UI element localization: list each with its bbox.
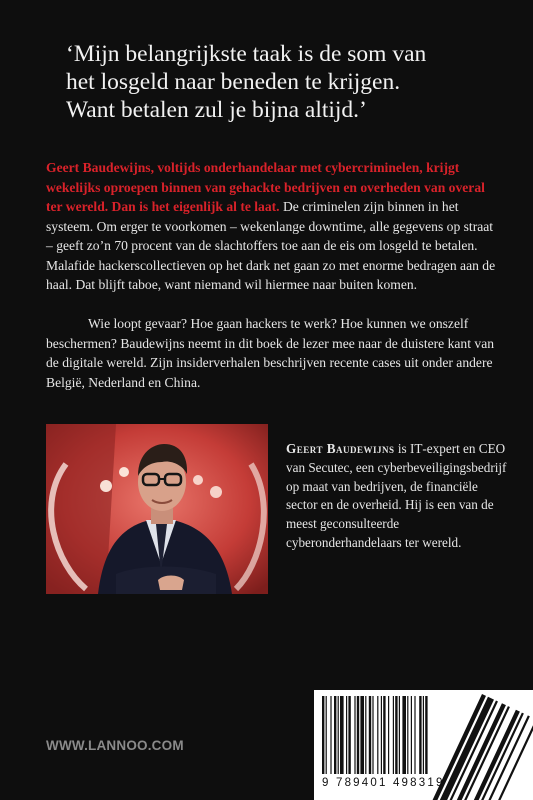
publisher-url[interactable]: WWW.LANNOO.COM — [46, 738, 184, 753]
intro-highlight: Geert Baudewijns, voltijds onderhandelaar met cybercriminelen, krijgt wekelijks oproepen binnen van gehackte bedrijven en overheden van overal ter wereld. Dan is het eigenlijk al te laat. — [46, 160, 485, 214]
barcode-bar — [346, 696, 347, 774]
quote-line-2: het losgeld naar beneden te krijgen. — [66, 69, 401, 95]
barcode-bar — [348, 696, 350, 774]
barcode-bar — [369, 696, 371, 774]
bio-text-1: is — [394, 441, 410, 456]
intro-body: De criminelen zijn binnen in het systeem. Om erger te voorkomen – wekenlange downtime, alle gegevens op straat – geeft zo’n 70 procent van de slachtoffers toe aan de eis om losgeld te betalen. Malafide hackerscollectieven op het dark net gaan zo met enorme bedragen aan de haal. Dat blijft taboe, want niemand wil hiermee naar buiten komen. — [46, 199, 496, 292]
barcode-bar — [407, 696, 408, 774]
barcode-bar — [399, 696, 400, 774]
barcode-bar — [388, 696, 389, 774]
intro-paragraph — [46, 158, 498, 295]
barcode-bar — [365, 696, 366, 774]
barcode-bar — [414, 696, 415, 774]
barcode-bar — [334, 696, 336, 774]
barcode-bar — [381, 696, 382, 774]
author-photo — [46, 424, 268, 594]
barcode-bar — [338, 696, 339, 774]
bio-it: IT — [409, 441, 423, 456]
author-portrait-icon — [46, 424, 268, 594]
barcode-bar — [360, 696, 364, 774]
barcode — [314, 690, 533, 800]
barcode-bar — [377, 696, 378, 774]
barcode-bar — [383, 696, 385, 774]
barcode-bar — [393, 696, 394, 774]
barcode-bar — [425, 696, 427, 774]
barcode-bar — [326, 696, 327, 774]
barcode-bar — [419, 696, 421, 774]
isbn-number: 9 789401 498319 — [322, 777, 445, 789]
barcode-bar — [395, 696, 397, 774]
barcode-bar — [357, 696, 359, 774]
barcode-bar — [372, 696, 373, 774]
author-name: Geert Baudewijns — [286, 441, 395, 456]
barcode-bar — [423, 696, 424, 774]
barcode-bar — [411, 696, 412, 774]
barcode-bar — [340, 696, 344, 774]
second-paragraph: Wie loopt gevaar? Hoe gaan hackers te werk? Hoe kunnen we onszelf beschermen? Baudewijns neemt in dit boek de lezer mee naar de duistere kant van de digitale wereld. Zijn insiderverhalen beschrijven recente cases uit onder andere België, Nederland en China. — [46, 316, 495, 390]
barcode-bar — [322, 696, 324, 774]
barcode-bar — [330, 696, 331, 774]
quote-line-3: Want betalen zul je bijna altijd.’ — [66, 97, 367, 123]
pull-quote — [66, 40, 506, 124]
quote-line-1: ‘Mijn belangrijkste taak is de som van — [66, 41, 427, 67]
bio-text-2: -expert en — [422, 441, 479, 456]
bio-ceo: CEO — [478, 441, 506, 456]
bio-text-3: van Secutec, een cyberbeveiligingsbedrijf op maat van bedrijven, de financiële sector en de overheid. Hij is een van de meest geconsulteerde cyberonderhandelaars ter wereld. — [286, 459, 507, 550]
author-bio — [286, 440, 511, 553]
barcode-bar — [354, 696, 355, 774]
barcode-bar — [402, 696, 406, 774]
